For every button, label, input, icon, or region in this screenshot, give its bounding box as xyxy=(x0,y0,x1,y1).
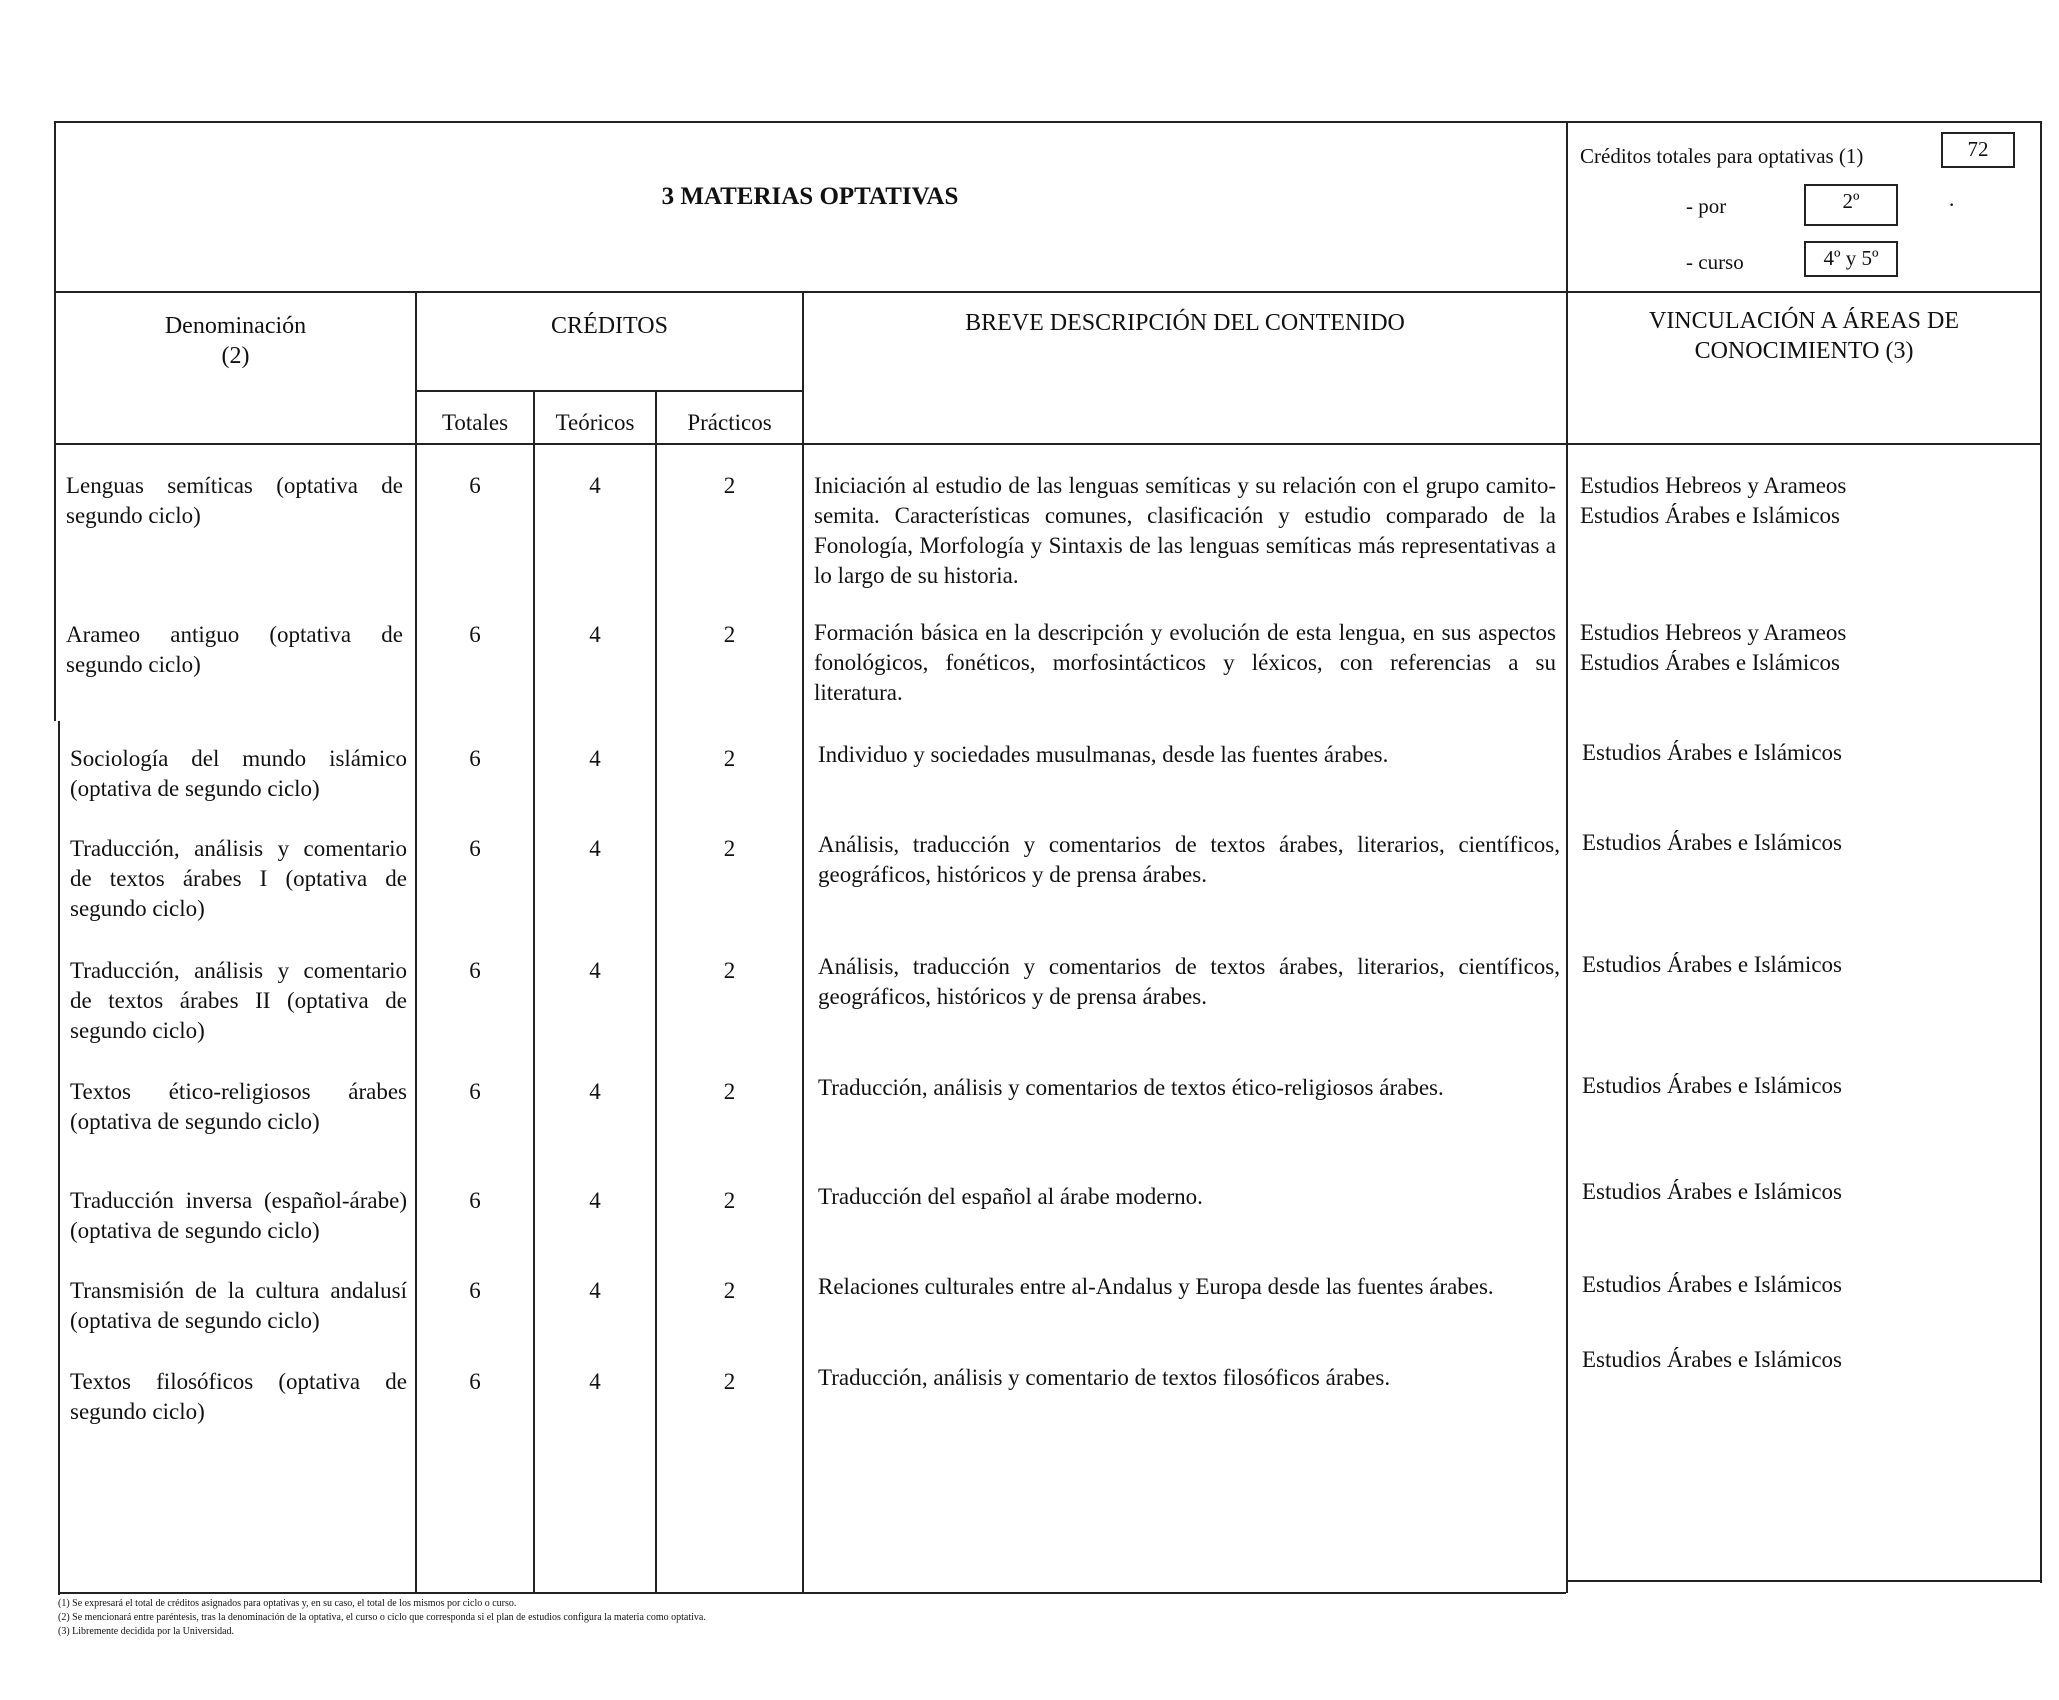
row-practicos: 2 xyxy=(723,836,736,861)
credits-total-value: 72 xyxy=(1941,132,2015,168)
curso-label: - curso xyxy=(1686,250,1744,274)
row-denominacion: Traducción, análisis y comentario de textos árabes II (optativa de segundo ciclo) xyxy=(70,958,407,1043)
row-descripcion: Traducción, análisis y comentarios de textos ético-religiosos árabes. xyxy=(818,1075,1444,1100)
row-denominacion: Sociología del mundo islámico (optativa de segundo ciclo) xyxy=(70,746,407,801)
row-teoricos: 4 xyxy=(589,473,601,498)
row-descripcion: Formación básica en la descripción y evolución de esta lengua, en sus aspectos fonológicos, fonéticos, morfosintácticos y léxicos, con referencias a su literatura. xyxy=(814,620,1556,705)
row-practicos: 2 xyxy=(723,1079,736,1104)
row-area: Estudios Hebreos y Arameos xyxy=(1580,473,1847,498)
row-teoricos: 4 xyxy=(589,958,601,983)
col-creditos: CRÉDITOS xyxy=(551,313,668,339)
row-practicos: 2 xyxy=(723,622,736,647)
row-denominacion: Traducción, análisis y comentario de textos árabes I (optativa de segundo ciclo) xyxy=(70,836,407,921)
row-area: Estudios Árabes e Islámicos xyxy=(1582,740,1842,765)
row-totales: 6 xyxy=(469,473,481,498)
row-area: Estudios Árabes e Islámicos xyxy=(1582,1073,1842,1098)
row-denominacion: Lenguas semíticas (optativa de segundo ciclo) xyxy=(66,473,403,528)
row-practicos: 2 xyxy=(723,746,736,771)
row-descripcion: Relaciones culturales entre al-Andalus y Europa desde las fuentes árabes. xyxy=(818,1274,1494,1299)
row-area: Estudios Árabes e Islámicos xyxy=(1582,830,1842,855)
row-area: Estudios Árabes e Islámicos xyxy=(1582,952,1842,977)
row-denominacion: Textos ético-religiosos árabes (optativa de segundo ciclo) xyxy=(70,1079,407,1134)
row-denominacion: Transmisión de la cultura andalusí (optativa de segundo ciclo) xyxy=(70,1278,407,1333)
row-totales: 6 xyxy=(469,1369,481,1394)
row-practicos: 2 xyxy=(723,473,736,498)
row-denominacion: Textos filosóficos (optativa de segundo ciclo) xyxy=(70,1369,407,1424)
row-area: Estudios Hebreos y Arameos xyxy=(1580,620,1847,645)
row-teoricos: 4 xyxy=(589,1079,601,1104)
col-denominacion: Denominación (2) xyxy=(164,313,307,369)
row-practicos: 2 xyxy=(723,1278,736,1303)
col-descripcion: BREVE DESCRIPCIÓN DEL CONTENIDO xyxy=(965,310,1405,336)
row-teoricos: 4 xyxy=(589,1278,601,1303)
row-teoricos: 4 xyxy=(589,1369,601,1394)
footnote-3: (3) Libremente decidida por la Universidad. xyxy=(58,1626,235,1637)
row-practicos: 2 xyxy=(723,1188,736,1213)
curso-value: 4º y 5º xyxy=(1804,241,1898,277)
row-denominacion: Arameo antiguo (optativa de segundo ciclo) xyxy=(66,622,403,677)
row-area: Estudios Árabes e Islámicos xyxy=(1582,1179,1842,1204)
col-vinculacion: VINCULACIÓN A ÁREAS DE CONOCIMIENTO (3) xyxy=(1648,308,1959,364)
row-descripcion: Individuo y sociedades musulmanas, desde las fuentes árabes. xyxy=(818,742,1389,767)
por-value: 2º xyxy=(1804,184,1898,226)
row-teoricos: 4 xyxy=(589,1188,601,1213)
row-descripcion: Iniciación al estudio de las lenguas semíticas y su relación con el grupo camito-semita. Características comunes, clasificación y estudio comparado de la Fonología, Morfología y Sintaxis de las lenguas semíticas más representativas a lo largo de su historia. xyxy=(814,473,1556,588)
row-descripcion: Análisis, traducción y comentarios de textos árabes, literarios, científicos, geográficos, históricos y de prensa árabes. xyxy=(818,954,1560,1009)
row-teoricos: 4 xyxy=(589,836,601,861)
row-totales: 6 xyxy=(469,1188,481,1213)
footnote-2: (2) Se mencionará entre paréntesis, tras la denominación de la optativa, el curso o ciclo que corresponda si el plan de estudios configura la materia como optativa. xyxy=(58,1612,706,1623)
section-title: 3 MATERIAS OPTATIVAS xyxy=(661,183,959,210)
row-descripcion: Traducción del español al árabe moderno. xyxy=(818,1184,1203,1209)
col-teoricos: Teóricos xyxy=(555,410,635,435)
row-teoricos: 4 xyxy=(589,622,601,647)
row-totales: 6 xyxy=(469,958,481,983)
row-totales: 6 xyxy=(469,746,481,771)
row-descripcion: Análisis, traducción y comentarios de textos árabes, literarios, científicos, geográficos, históricos y de prensa árabes. xyxy=(818,832,1560,887)
row-totales: 6 xyxy=(469,1278,481,1303)
row-area: Estudios Árabes e Islámicos xyxy=(1582,1272,1842,1297)
row-practicos: 2 xyxy=(723,958,736,983)
row-descripcion: Traducción, análisis y comentario de textos filosóficos árabes. xyxy=(818,1365,1391,1390)
credits-total-label: Créditos totales para optativas (1) xyxy=(1580,144,1864,168)
por-label: - por xyxy=(1686,194,1727,218)
row-totales: 6 xyxy=(469,1079,481,1104)
row-practicos: 2 xyxy=(723,1369,736,1394)
row-area: Estudios Árabes e Islámicos xyxy=(1580,650,1840,675)
stray-mark: · xyxy=(1948,192,1956,217)
row-area: Estudios Árabes e Islámicos xyxy=(1580,503,1840,528)
row-totales: 6 xyxy=(469,622,481,647)
footnote-1: (1) Se expresará el total de créditos asignados para optativas y, en su caso, el total de los mismos por ciclo o curso. xyxy=(58,1598,517,1609)
col-totales: Totales xyxy=(441,410,509,435)
row-teoricos: 4 xyxy=(589,746,601,771)
col-practicos: Prácticos xyxy=(687,410,772,435)
row-area: Estudios Árabes e Islámicos xyxy=(1582,1347,1842,1372)
row-denominacion: Traducción inversa (español-árabe) (optativa de segundo ciclo) xyxy=(70,1188,407,1243)
row-totales: 6 xyxy=(469,836,481,861)
